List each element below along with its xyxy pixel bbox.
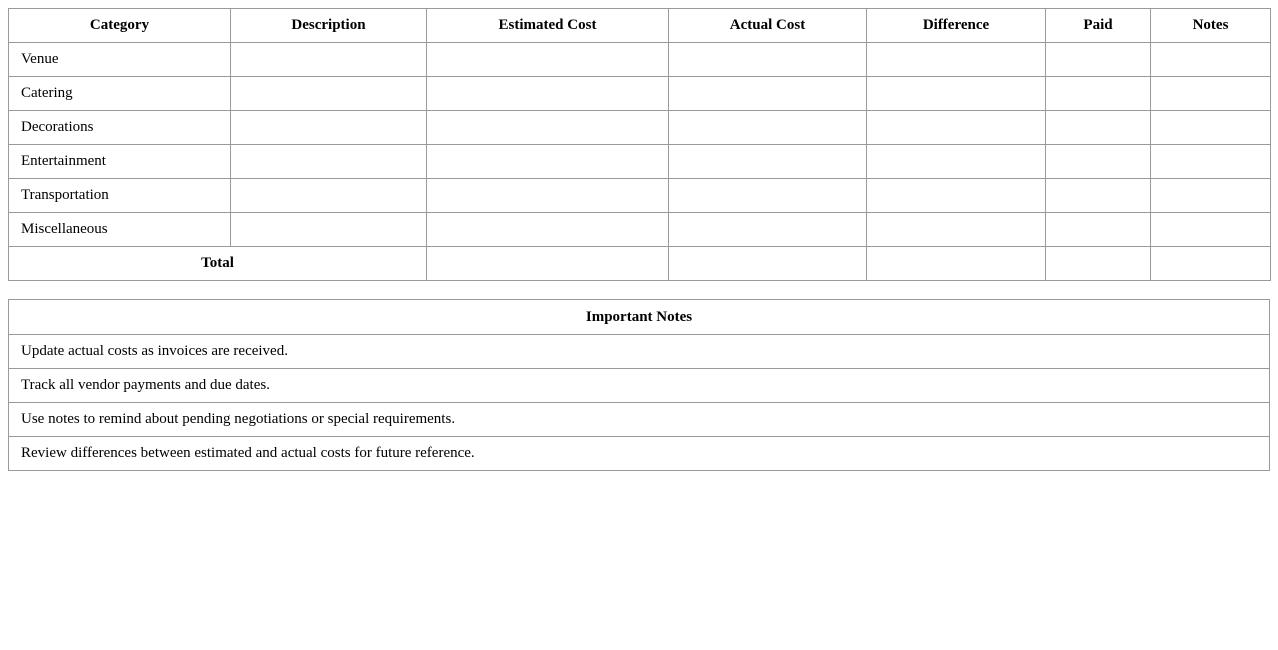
paid-cell[interactable] <box>1046 77 1151 111</box>
note-text: Track all vendor payments and due dates. <box>9 369 1270 403</box>
header-estimated-cost: Estimated Cost <box>427 9 669 43</box>
difference-cell[interactable] <box>867 77 1046 111</box>
actual-cost-cell[interactable] <box>669 213 867 247</box>
total-notes-cell[interactable] <box>1151 247 1271 281</box>
total-row <box>9 247 1271 281</box>
paid-cell[interactable] <box>1046 111 1151 145</box>
note-text: Use notes to remind about pending negotiations or special requirements. <box>9 403 1270 437</box>
list-item <box>9 403 1270 437</box>
category-cell: Transportation <box>9 179 231 213</box>
list-item <box>9 369 1270 403</box>
important-notes-title: Important Notes <box>9 300 1270 335</box>
actual-cost-cell[interactable] <box>669 77 867 111</box>
table-row <box>9 43 1271 77</box>
actual-cost-cell[interactable] <box>669 111 867 145</box>
paid-cell[interactable] <box>1046 179 1151 213</box>
category-cell: Entertainment <box>9 145 231 179</box>
page-content <box>8 8 1270 471</box>
list-item <box>9 437 1270 471</box>
important-notes-table <box>8 299 1270 471</box>
actual-cost-cell[interactable] <box>669 145 867 179</box>
notes-cell[interactable] <box>1151 145 1271 179</box>
table-row <box>9 111 1271 145</box>
category-cell: Miscellaneous <box>9 213 231 247</box>
total-difference-cell[interactable] <box>867 247 1046 281</box>
description-cell[interactable] <box>231 213 427 247</box>
notes-cell[interactable] <box>1151 179 1271 213</box>
difference-cell[interactable] <box>867 179 1046 213</box>
table-row <box>9 145 1271 179</box>
table-row <box>9 213 1271 247</box>
estimated-cost-cell[interactable] <box>427 77 669 111</box>
actual-cost-cell[interactable] <box>669 179 867 213</box>
header-actual-cost: Actual Cost <box>669 9 867 43</box>
list-item <box>9 335 1270 369</box>
header-category: Category <box>9 9 231 43</box>
total-actual-cell[interactable] <box>669 247 867 281</box>
notes-cell[interactable] <box>1151 43 1271 77</box>
description-cell[interactable] <box>231 111 427 145</box>
notes-cell[interactable] <box>1151 213 1271 247</box>
total-estimated-cell[interactable] <box>427 247 669 281</box>
difference-cell[interactable] <box>867 111 1046 145</box>
estimated-cost-cell[interactable] <box>427 213 669 247</box>
difference-cell[interactable] <box>867 43 1046 77</box>
header-notes: Notes <box>1151 9 1271 43</box>
note-text: Update actual costs as invoices are received. <box>9 335 1270 369</box>
estimated-cost-cell[interactable] <box>427 43 669 77</box>
paid-cell[interactable] <box>1046 43 1151 77</box>
category-cell: Venue <box>9 43 231 77</box>
note-text: Review differences between estimated and actual costs for future reference. <box>9 437 1270 471</box>
notes-cell[interactable] <box>1151 77 1271 111</box>
description-cell[interactable] <box>231 43 427 77</box>
description-cell[interactable] <box>231 179 427 213</box>
notes-cell[interactable] <box>1151 111 1271 145</box>
estimated-cost-cell[interactable] <box>427 111 669 145</box>
table-row <box>9 77 1271 111</box>
notes-header-row <box>9 300 1270 335</box>
total-label: Total <box>9 247 427 281</box>
paid-cell[interactable] <box>1046 145 1151 179</box>
difference-cell[interactable] <box>867 213 1046 247</box>
description-cell[interactable] <box>231 77 427 111</box>
header-paid: Paid <box>1046 9 1151 43</box>
description-cell[interactable] <box>231 145 427 179</box>
header-description: Description <box>231 9 427 43</box>
category-cell: Catering <box>9 77 231 111</box>
category-cell: Decorations <box>9 111 231 145</box>
total-paid-cell[interactable] <box>1046 247 1151 281</box>
estimated-cost-cell[interactable] <box>427 145 669 179</box>
actual-cost-cell[interactable] <box>669 43 867 77</box>
paid-cell[interactable] <box>1046 213 1151 247</box>
estimated-cost-cell[interactable] <box>427 179 669 213</box>
difference-cell[interactable] <box>867 145 1046 179</box>
budget-table <box>8 8 1271 281</box>
header-difference: Difference <box>867 9 1046 43</box>
table-row <box>9 179 1271 213</box>
header-row <box>9 9 1271 43</box>
